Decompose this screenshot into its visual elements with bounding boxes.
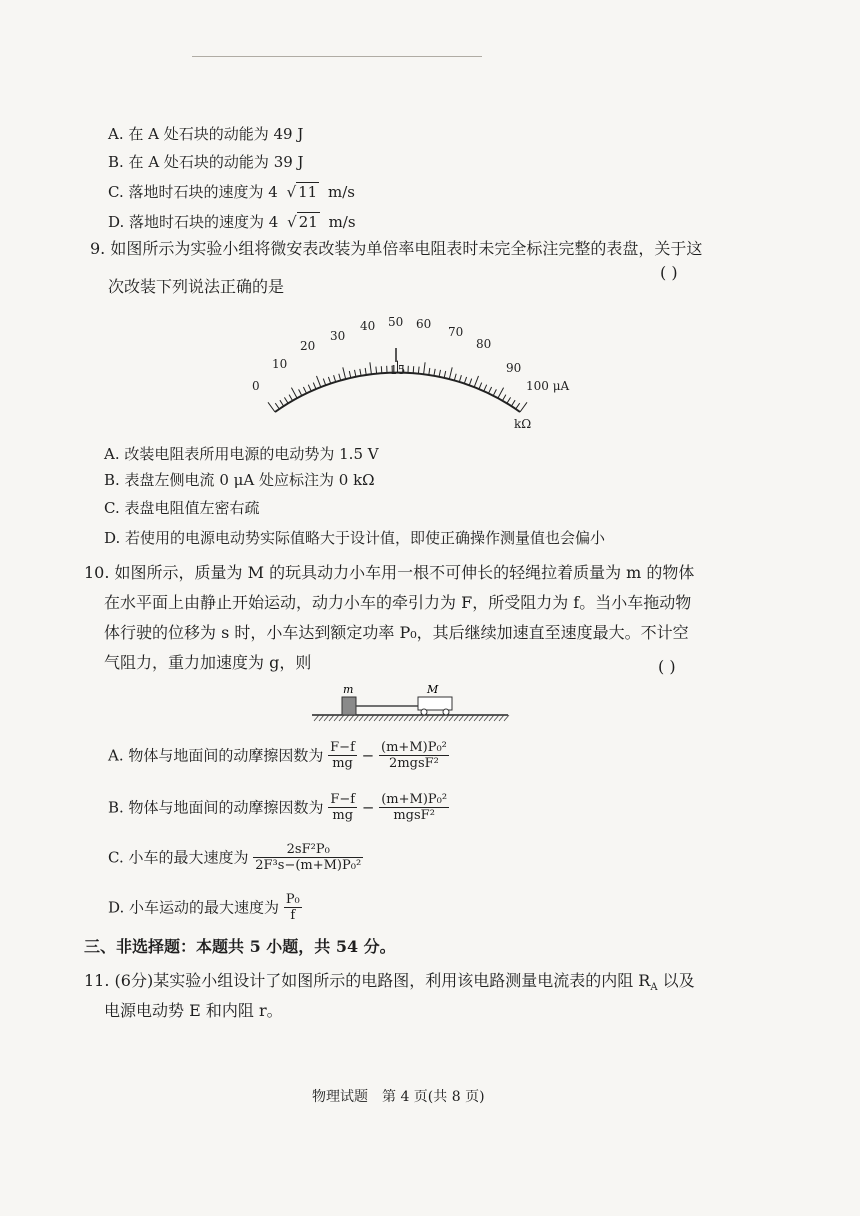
- hatch-mark: [419, 715, 424, 721]
- dial-label-60: 60: [416, 317, 432, 331]
- hatch-mark: [404, 715, 409, 721]
- page-footer: 物理试题 第 4 页(共 8 页): [312, 1089, 485, 1105]
- q9-option-d: D. 若使用的电源电动势实际值略大于设计值，即使正确操作测量值也会偏小: [104, 529, 606, 547]
- dial-tick: [484, 385, 487, 391]
- hatch-mark: [344, 715, 349, 721]
- dial-label-40: 40: [360, 319, 376, 333]
- hatch-mark: [379, 715, 384, 721]
- q10-option-c-text: C. 小车的最大速度为: [108, 848, 249, 867]
- dial-tick: [464, 377, 466, 384]
- dial-label-10: 10: [272, 357, 288, 371]
- dial-tick: [474, 376, 478, 387]
- q10-option-b-text: B. 物体与地面间的动摩擦因数为: [108, 798, 324, 817]
- hatch-mark: [449, 715, 454, 721]
- hatch-mark: [364, 715, 369, 721]
- q8-option-d-radicand: 21: [298, 213, 318, 231]
- dial-tick: [439, 370, 440, 377]
- dial-tick: [507, 397, 511, 403]
- hatch-mark: [414, 715, 419, 721]
- dial-tick: [381, 366, 382, 373]
- hatch-mark: [409, 715, 414, 721]
- dial-tick: [511, 400, 515, 406]
- q8-option-c-unit: m/s: [328, 183, 355, 201]
- q9-stem-line2: 次改装下列说法正确的是: [108, 277, 285, 296]
- q11-stem-line2: 电源电动势 E 和内阻 r。: [104, 1001, 283, 1020]
- dial-tick: [339, 374, 341, 381]
- hatch-mark: [459, 715, 464, 721]
- dial-resistance-unit: kΩ: [514, 417, 532, 431]
- dial-label-80: 80: [476, 337, 492, 351]
- q11-stem-line1: 11. (6分)某实验小组设计了如图所示的电路图，利用该电路测量电流表的内阻 $R_A$ 以及: [84, 971, 695, 994]
- hatch-mark: [499, 715, 504, 721]
- dial-tick: [280, 400, 284, 406]
- dial-tick: [289, 395, 293, 401]
- dial-label-100: 100 μA: [526, 379, 570, 393]
- hatch-mark: [504, 715, 509, 721]
- dial-tick: [413, 366, 414, 373]
- cart-wheel-left: [421, 709, 427, 715]
- q10-option-a-text: A. 物体与地面间的动摩擦因数为: [108, 746, 324, 765]
- hatch-mark: [479, 715, 484, 721]
- q10-option-c: [108, 842, 363, 873]
- hatch-mark: [439, 715, 444, 721]
- dial-tick: [317, 376, 321, 387]
- q9-option-c: C. 表盘电阻值左密右疏: [104, 499, 260, 517]
- hatch-mark: [399, 715, 404, 721]
- fraction: $\frac{\text{(m+M)P₀²}}{\text{mgsF²}}$: [381, 792, 448, 823]
- dial-tick: [349, 371, 351, 378]
- q8-option-b: B. 在 A 处石块的动能为 39 J: [108, 153, 304, 171]
- dial-tick: [424, 362, 426, 374]
- hatch-mark: [469, 715, 474, 721]
- dial-tick: [429, 368, 430, 375]
- dial-tick: [308, 385, 311, 391]
- dial-tick: [444, 371, 446, 378]
- dial-tick: [343, 367, 346, 379]
- dial-tick: [449, 367, 452, 379]
- q10-option-d-text: D. 小车运动的最大速度为: [108, 898, 280, 917]
- q9-answer-bracket: ( ): [660, 263, 678, 282]
- section-heading: 三、非选择题：本题共 5 小题，共 54 分。: [84, 937, 396, 956]
- fraction: $\frac{\text{(m+M)P₀²}}{\text{2mgsF²}}$: [381, 740, 447, 771]
- dial-label-30: 30: [330, 329, 346, 343]
- hatch-mark: [329, 715, 334, 721]
- q8-option-a: A. 在 A 处石块的动能为 49 J: [108, 125, 304, 143]
- q9-option-b: B. 表盘左侧电流 0 μA 处应标注为 0 kΩ: [104, 471, 375, 489]
- dial-tick: [284, 397, 288, 403]
- hatch-mark: [359, 715, 364, 721]
- q8-option-c: [108, 182, 355, 202]
- dial-tick: [516, 403, 520, 409]
- q10-option-b: [108, 792, 449, 823]
- dial-label-0: 0: [252, 379, 260, 393]
- block-m: [342, 697, 356, 715]
- hatch-mark: [429, 715, 434, 721]
- hatch-mark: [484, 715, 489, 721]
- fraction: $\frac{\text{2sF²P₀}}{\text{2F³s−(m+M)P₀²}}$: [255, 842, 362, 873]
- dial-arc: [275, 373, 520, 412]
- dial-tick: [370, 362, 372, 374]
- dial-tick: [502, 395, 506, 401]
- hatch-mark: [434, 715, 439, 721]
- cart-block-figure: [310, 680, 510, 724]
- dial-tick: [299, 389, 302, 395]
- hatch-mark: [334, 715, 339, 721]
- hatch-mark: [339, 715, 344, 721]
- q8-option-d-unit: m/s: [328, 213, 356, 231]
- q10-option-a: [108, 740, 449, 771]
- hatch-mark: [349, 715, 354, 721]
- dial-tick: [493, 389, 496, 395]
- hatch-mark: [374, 715, 379, 721]
- dial-tick: [418, 367, 419, 374]
- hatch-mark: [319, 715, 324, 721]
- hatch-mark: [354, 715, 359, 721]
- hatch-mark: [314, 715, 319, 721]
- dial-label-70: 70: [448, 325, 464, 339]
- hatch-mark: [474, 715, 479, 721]
- q10-stem-line2: 在水平面上由静止开始运动，动力小车的牵引力为 F，所受阻力为 f。当小车拖动物: [104, 593, 692, 612]
- dial-tick: [376, 367, 377, 374]
- q9-option-a: A. 改装电阻表所用电源的电动势为 1.5 V: [104, 445, 379, 463]
- q10-stem-line1: 10. 如图所示，质量为 M 的玩具动力小车用一根不可伸长的轻绳拉着质量为 m 的物体: [84, 563, 695, 582]
- dial-tick: [323, 379, 325, 386]
- hatch-mark: [384, 715, 389, 721]
- minus-sign: −: [361, 746, 375, 765]
- dial-tick: [498, 388, 504, 399]
- hatch-mark: [389, 715, 394, 721]
- q10-option-d: [108, 892, 302, 923]
- dial-tick: [313, 383, 316, 389]
- q10-answer-bracket: ( ): [658, 657, 676, 676]
- ground-hatch: [314, 715, 509, 721]
- dial-tick: [355, 370, 356, 377]
- hatch-mark: [394, 715, 399, 721]
- hatch-mark: [324, 715, 329, 721]
- q8-option-d-text: D. 落地时石块的速度为 4: [108, 213, 279, 231]
- dial-tick: [489, 387, 492, 393]
- hatch-mark: [424, 715, 429, 721]
- hatch-mark: [489, 715, 494, 721]
- hatch-mark: [454, 715, 459, 721]
- dial-tick: [365, 368, 366, 375]
- dial-tick: [454, 374, 456, 381]
- dial-tick: [328, 377, 330, 384]
- sqrt-sign: √: [286, 183, 297, 201]
- hatch-mark: [369, 715, 374, 721]
- dial-tick: [275, 403, 279, 409]
- dial-tick: [479, 383, 482, 389]
- dial-tick: [459, 375, 461, 382]
- dial-tick: [268, 402, 275, 412]
- dial-tick: [469, 379, 471, 386]
- dial-label-90: 90: [506, 361, 522, 375]
- dial-tick: [291, 388, 297, 399]
- hatch-mark: [464, 715, 469, 721]
- q9-stem-line1: 9. 如图所示为实验小组将微安表改装为单倍率电阻表时未完全标注完整的表盘，关于这: [90, 239, 703, 258]
- meter-dial-figure: [230, 300, 570, 435]
- hatch-mark: [494, 715, 499, 721]
- fraction: $\frac{\text{P₀}}{f}$: [285, 892, 300, 923]
- dial-tick: [334, 375, 336, 382]
- top-rule: [192, 56, 482, 57]
- fraction: $\frac{F-f}{mg}$: [330, 740, 355, 771]
- dial-tick: [303, 387, 306, 393]
- q8-option-c-text: C. 落地时石块的速度为 4: [108, 183, 278, 201]
- cart-M-body: [418, 697, 452, 710]
- dial-tick: [520, 402, 527, 412]
- minus-sign: −: [361, 798, 375, 817]
- q8-option-c-radicand: 11: [298, 183, 318, 201]
- label-M: M: [427, 683, 439, 696]
- sqrt-sign: √: [287, 213, 297, 231]
- dial-label-20: 20: [300, 339, 316, 353]
- q10-stem-line4: 气阻力，重力加速度为 g，则: [104, 653, 312, 672]
- dial-tick: [434, 369, 435, 376]
- hatch-mark: [444, 715, 449, 721]
- q10-stem-line3: 体行驶的位移为 s 时，小车达到额定功率 P₀，其后继续加速直至速度最大。不计空: [104, 623, 689, 642]
- dial-tick: [360, 369, 361, 376]
- label-m: m: [343, 683, 354, 696]
- dial-mid-resistance: 15: [390, 363, 406, 377]
- fraction: $\frac{F-f}{mg}$: [330, 792, 356, 823]
- q8-option-d: [108, 212, 356, 232]
- cart-wheel-right: [443, 709, 449, 715]
- dial-label-50: 50: [388, 315, 404, 329]
